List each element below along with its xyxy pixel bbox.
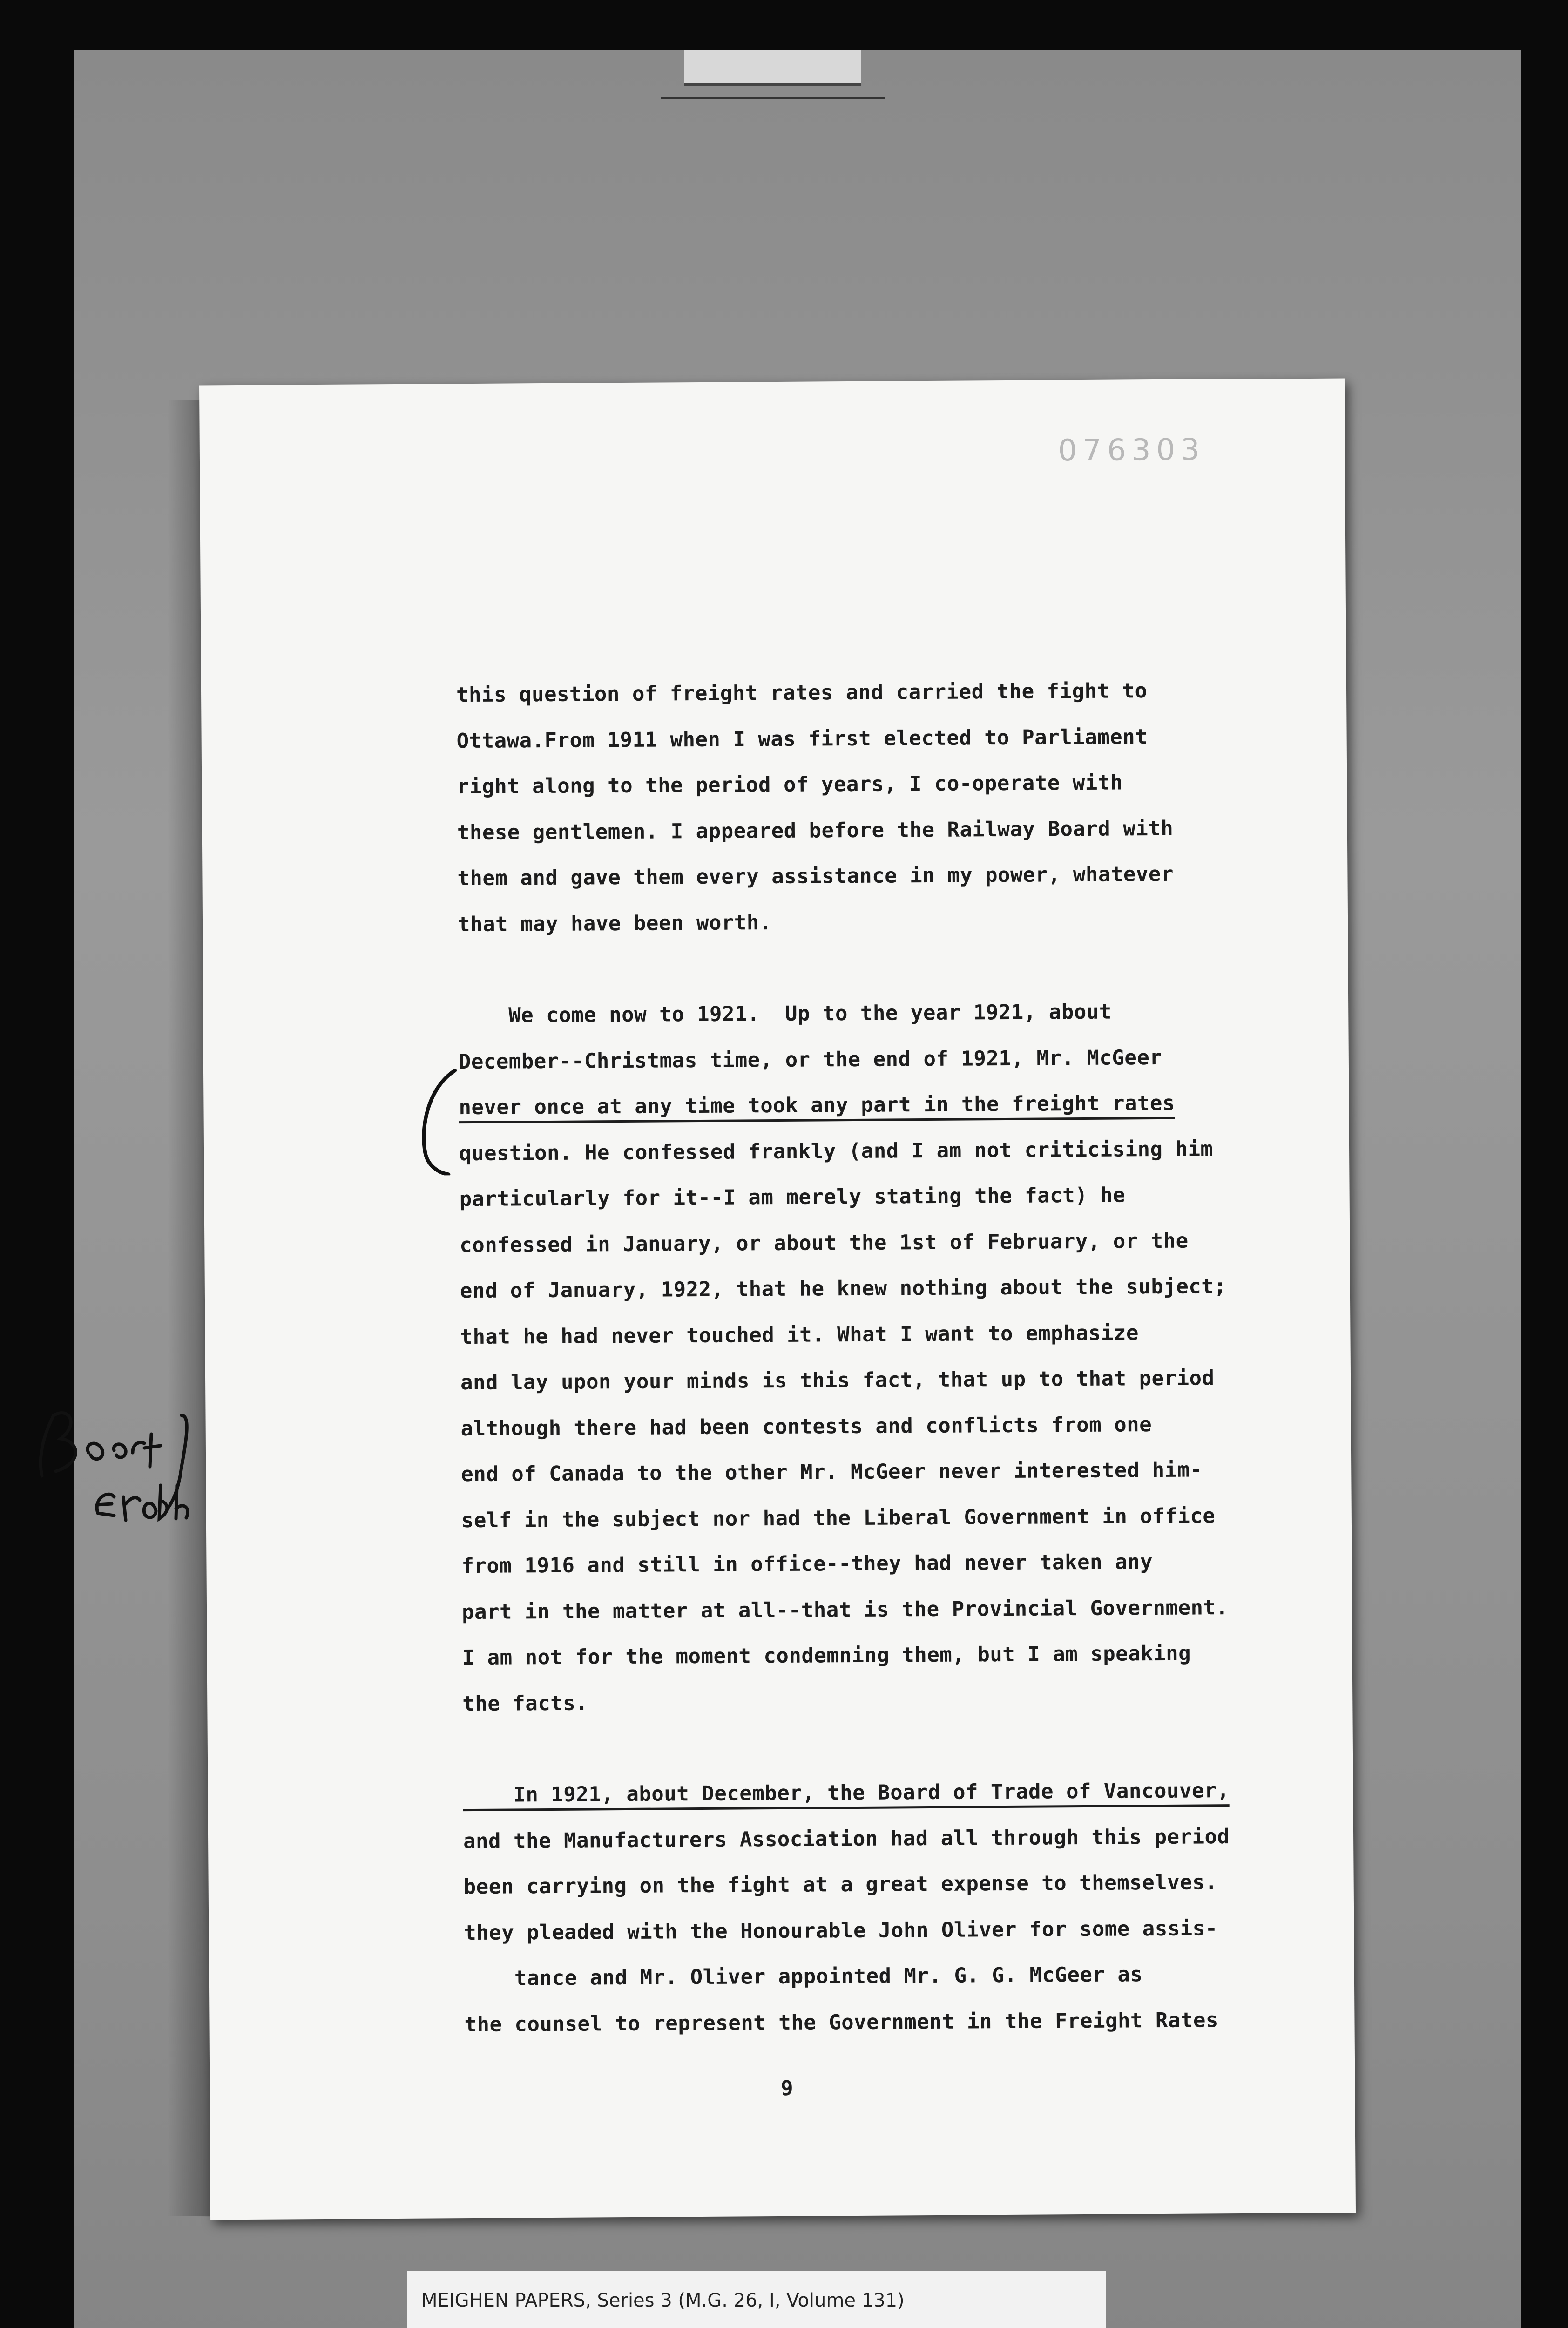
page-number: 9 — [780, 2076, 793, 2100]
text-line: We come now to 1921. Up to the year 1921, about — [458, 1000, 1112, 1028]
text-line: particularly for it--I am merely stating the fact) he — [459, 1183, 1126, 1211]
text-line: and the Manufacturers Association had all through this period — [463, 1824, 1230, 1853]
text-line: although there had been contests and conflicts from one — [460, 1412, 1152, 1441]
reference-label-text: MEIGHEN PAPERS, Series 3 (M.G. 26, I, Volume 131) — [421, 2290, 905, 2311]
text-line: the facts. — [462, 1691, 588, 1716]
typed-page — [199, 379, 1356, 2220]
text-line: been carrying on the fight at a great expense to themselves. — [463, 1870, 1218, 1899]
text-line: that he had never touched it. What I want to emphasize — [460, 1320, 1139, 1349]
paragraph-1 — [456, 667, 1333, 947]
text-line: confessed in January, or about the 1st of February, or the — [460, 1229, 1189, 1257]
paragraph-3 — [463, 1767, 1340, 2048]
handwritten-margin-note — [28, 1397, 223, 1536]
text-line: tance and Mr. Oliver appointed Mr. G. G. McGeer as — [464, 1963, 1143, 1991]
mount-tab — [684, 50, 861, 86]
text-line: Ottawa.From 1911 when I was first elected to Parliament — [456, 724, 1148, 753]
underlined-text: In 1921, about December, the Board of Trade of Vancouver, — [463, 1779, 1230, 1811]
text-line: the counsel to represent the Government in the Freight Rates — [464, 2008, 1219, 2037]
text-line: from 1916 and still in office--they had never taken any — [461, 1550, 1153, 1578]
text-line: question. He confessed frankly (and I am not criticising him — [459, 1137, 1213, 1165]
text-line: right along to the period of years, I co-operate with — [457, 771, 1123, 799]
text-line-underlined — [463, 1767, 1338, 1819]
text-line: end of Canada to the other Mr. McGeer never interested him- — [461, 1458, 1203, 1487]
text-line: end of January, 1922, that he knew nothing about the subject; — [460, 1274, 1227, 1303]
text-line: these gentlemen. I appeared before the Railway Board with — [457, 816, 1174, 845]
underlined-text: never once at any time took any part in the freight rates — [459, 1091, 1175, 1123]
handwritten-bracket-mark — [411, 1068, 467, 1176]
text-line: self in the subject nor had the Liberal Government in office — [461, 1503, 1216, 1532]
archive-stamp-number: 076303 — [1058, 433, 1206, 468]
paragraph-2 — [458, 988, 1338, 1727]
text-line: part in the matter at all--that is the Provincial Government. — [461, 1595, 1229, 1624]
text-line-underlined — [459, 1080, 1334, 1131]
text-line-underlined-part: December--Christmas time, or the end of 1921, Mr. McGeer — [458, 1045, 1162, 1074]
text-line: that may have been worth. — [457, 910, 772, 936]
typed-body — [456, 667, 1340, 2048]
text-line: I am not for the moment condemning them, but I am speaking — [462, 1641, 1191, 1670]
text-line: them and gave them every assistance in my power, whatever — [457, 862, 1174, 891]
reference-label — [407, 2271, 1106, 2328]
text-line: this question of freight rates and carried the fight to — [456, 679, 1148, 707]
text-line: and lay upon your minds is this fact, that up to that period — [460, 1366, 1215, 1395]
tab-rule — [661, 97, 885, 99]
text-line: they pleaded with the Honourable John Oliver for some assis- — [464, 1916, 1218, 1945]
